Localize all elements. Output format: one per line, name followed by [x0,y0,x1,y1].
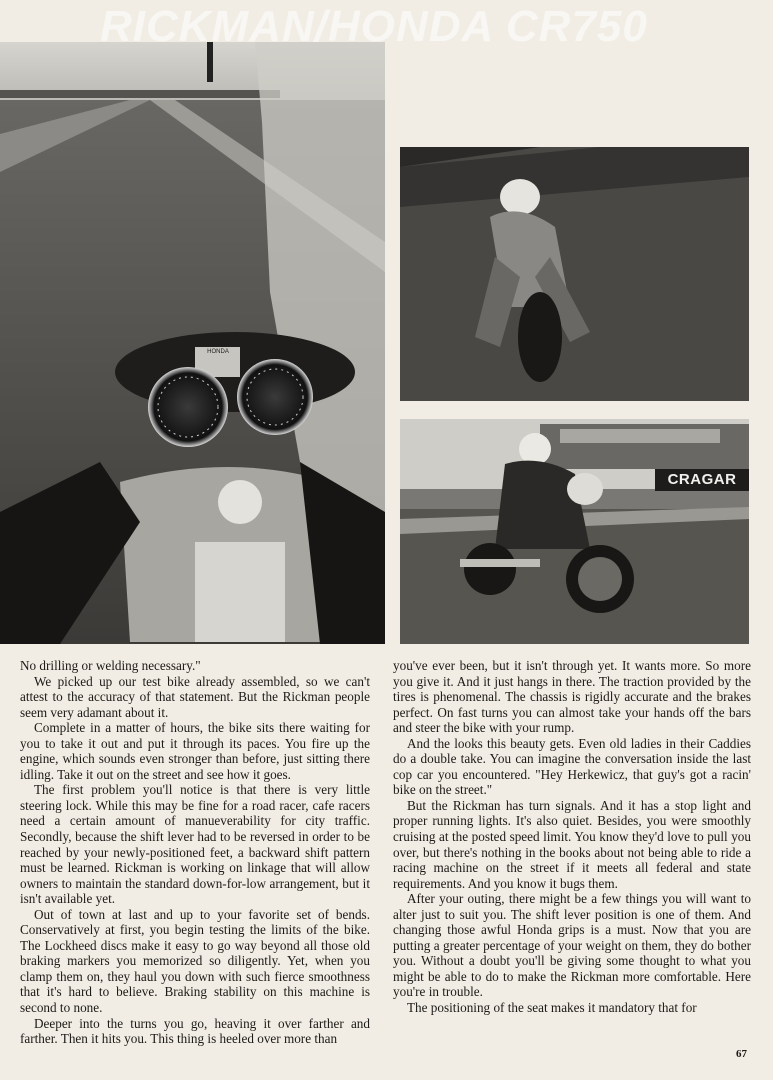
page-number: 67 [736,1048,747,1060]
article-title: RICKMAN/HONDA CR750 [100,4,648,50]
paragraph: We picked up our test bike already assembled, so we can't attest to the accuracy of that statement. But the Rickman people seem very adamant about it. [20,673,370,720]
paragraph: The first problem you'll notice is that there is very little steering lock. While this may be fine for a road racer, cafe racers need a certain amount of manueverability for city traffic. Secondly, because the shift lever had to be reversed in order to be reached by your newly-positioned feet, a backward shift pattern must be learned. Rickman is working on linkage that will allow owners to maintain the standard down-for-low arrangement, but it isn't available yet. [20,782,370,907]
paragraph: After your outing, there might be a few things you will want to alter just to suit you. The shift lever position is one of them. And changing those awful Honda grips is a must. Now that you are putting a greater percentage of your weight on them, they do bother you. Without a doubt you'll be giving some thought to what you might be able to do to make the Rickman more comfortable. Here you're in trouble. [393,891,751,1000]
dragstrip-photo [400,419,749,644]
article-left-column [20,658,370,1047]
cragar-sign: CRAGAR [667,471,737,488]
paragraph: Deeper into the turns you go, heaving it over farther and farther. Then it hits you. This thing is heeled over more than [20,1015,370,1047]
cockpit-photo [0,42,385,644]
paragraph: But the Rickman has turn signals. And it has a stop light and proper running lights. It's also quiet. Besides, you were smoothly cruising at the posted speed limit. You know they'd love to pull you over, but there's nothing in the books about not being able to ride a racing machine on the street if it meets all federal and state requirements. And you know it bugs them. [393,797,751,891]
paragraph: No drilling or welding necessary." [20,658,201,673]
cockpit-brand-plate: HONDA [207,349,229,355]
cornering-photo [400,147,749,401]
paragraph: And the looks this beauty gets. Even old ladies in their Caddies do a double take. You can imagine the conversation inside the last cop car you encountered. "Hey Herkewicz, that guy's got a racin' bike on the street." [393,735,751,798]
paragraph: you've ever been, but it isn't through yet. It wants more. So more you give it. And it just hangs in there. The traction provided by the tires is phenomenal. The chassis is rigidly accurate and the brakes perfect. On fast turns you can almost take your hands off the bars and steer the bike with your rump. [393,658,751,736]
paragraph: Complete in a matter of hours, the bike sits there waiting for you to take it out and put it through its paces. You fire up the engine, which sounds even stronger than before, just sitting there idling. Take it out on the street and see how it goes. [20,720,370,782]
paragraph: Out of town at last and up to your favorite set of bends. Conservatively at first, you begin testing the limits of the bike. The Lockheed discs make it easy to go way beyond all those old braking markers you memorized so diligently. Yet, when you clamp them on, they haul you down with such fierce smoothness that it's hard to believe. Braking stability on this machine is second to none. [20,906,370,1016]
paragraph: The positioning of the seat makes it mandatory that for [407,1000,697,1016]
article-right-column [393,658,751,1016]
